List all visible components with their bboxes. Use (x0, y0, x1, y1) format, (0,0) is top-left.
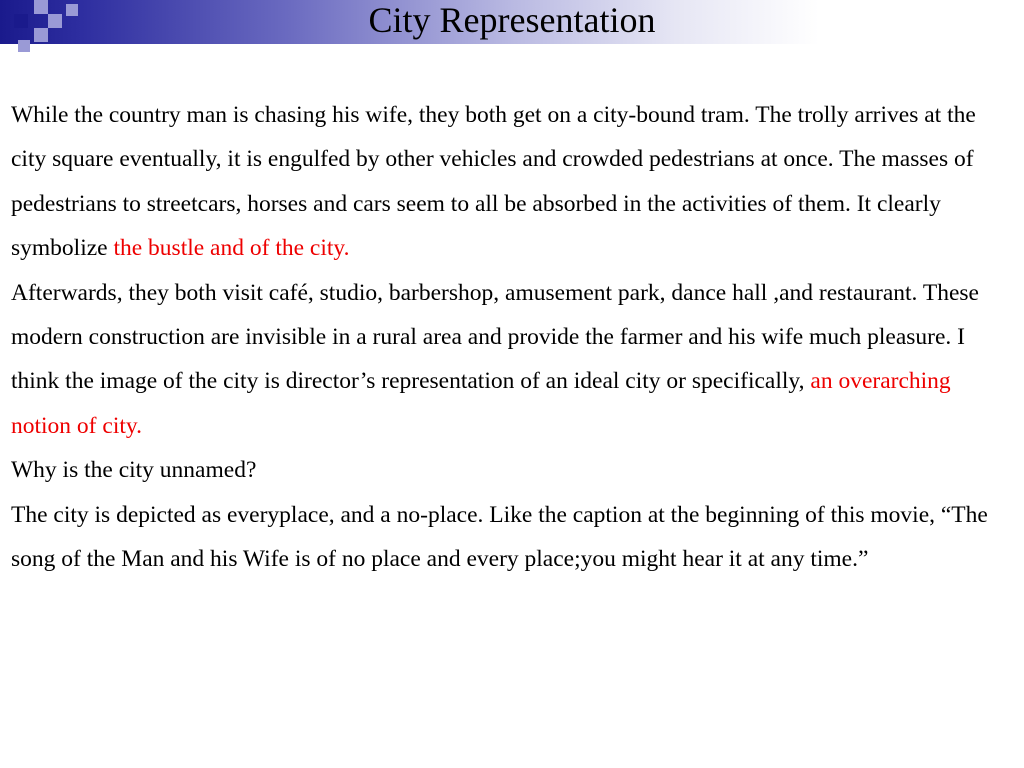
paragraph-text: While the country man is chasing his wife, they both get on a city-bound tram. The trolly arrives at the city square eventually, it is engulfed by other vehicles and crowded pedestrians at once. The masses of pedestrians to streetcars, horses and cars seem to all be absorbed in the activities of them. It clearly symbolize (11, 102, 976, 262)
paragraph-text: The city is depicted as everyplace, and a no-place. Like the caption at the beginning of this movie, “The song of the Man and his Wife is of no place and every place;you might hear it at any time.” (11, 501, 988, 573)
highlighted-text: the bustle and of the city. (113, 235, 350, 262)
slide-body (11, 93, 1016, 581)
slide-title: City Representation (368, 0, 656, 40)
highlighted-text: an overarching notion of city. (11, 368, 951, 439)
paragraph (11, 93, 1016, 271)
question-line (11, 448, 1016, 492)
paragraph (11, 271, 1016, 449)
paragraph-text: Why is the city unnamed? (11, 457, 257, 484)
paragraph (11, 493, 1016, 582)
paragraph-text: Afterwards, they both visit café, studio, barbershop, amusement park, dance hall ,and restaurant. These modern construction are invisible in a rural area and provide the farmer and his wife much pleasure. I think the image of the city is director’s representation of an ideal city or specifically, (11, 279, 979, 395)
